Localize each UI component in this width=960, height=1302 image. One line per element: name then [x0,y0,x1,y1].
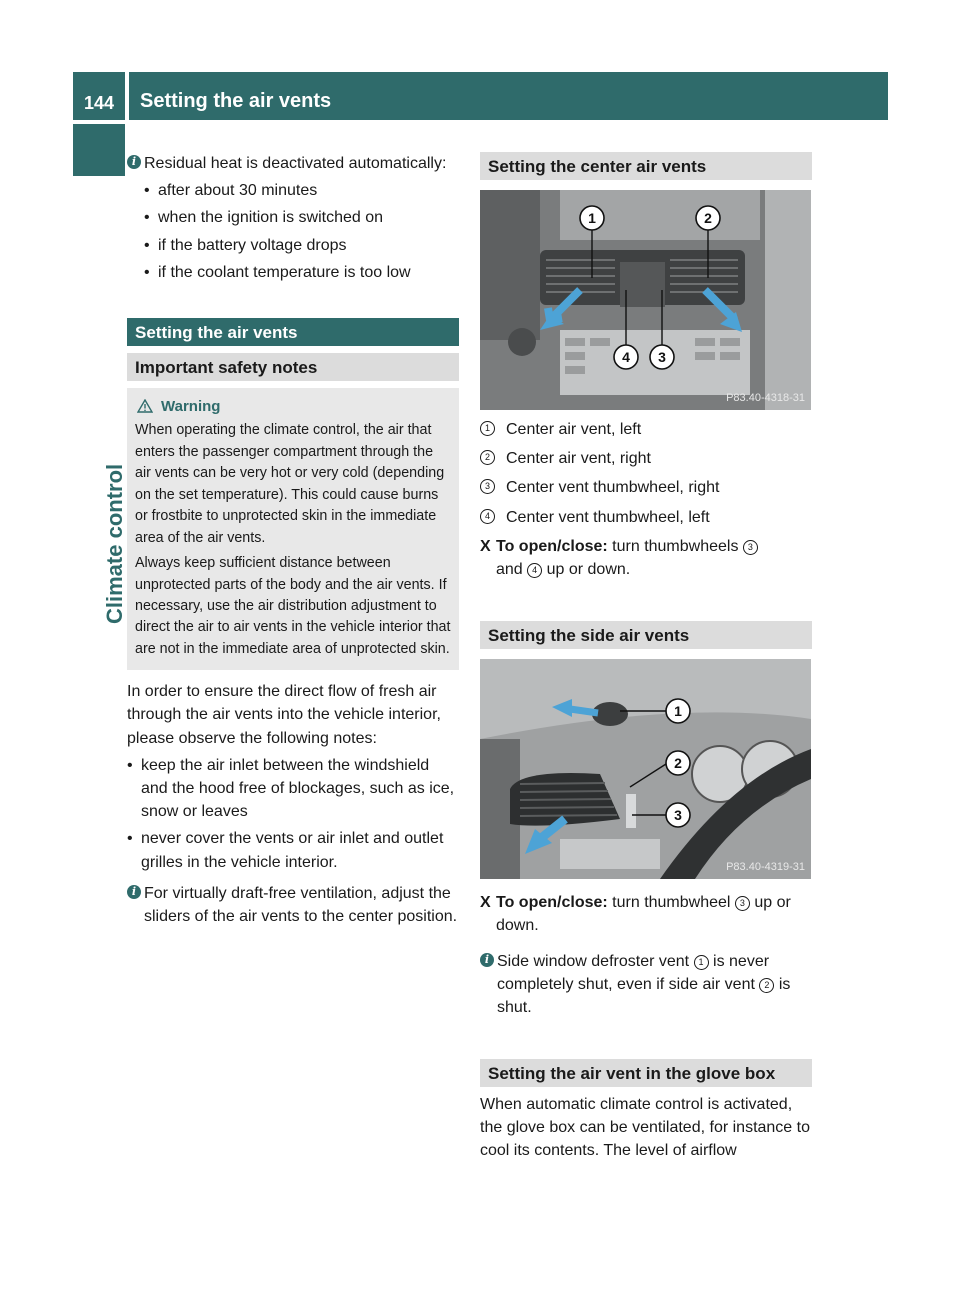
callout-1 [580,206,604,230]
action-text: and [496,560,523,578]
inline-number: 3 [735,896,750,911]
callout-3 [650,345,674,369]
side-chapter-text: Climate control [102,463,127,625]
photo-reference-code: P83.40-4319-31 [726,861,805,874]
legend-number: 2 [480,450,495,465]
subsection-heading: Important safety notes [127,353,459,381]
svg-text:1: 1 [674,703,682,720]
svg-text:4: 4 [622,349,630,365]
legend-text: Center air vent, left [506,421,642,438]
list-item: • keep the air inlet between the windshield and the hood free of blockages, such as ice, snow or leaves [127,754,459,824]
inline-number: 2 [759,978,774,993]
inline-number: 3 [743,540,758,555]
page-title: Setting the air vents [140,90,332,112]
info-side-text [497,950,812,1020]
legend-number: 1 [480,421,495,436]
svg-text:2: 2 [704,210,712,226]
action-arrow-icon: X [480,537,491,555]
list-item: • when the ignition is switched on [144,206,459,229]
legend-text: Center vent thumbwheel, right [506,479,720,497]
inline-number: 4 [527,563,542,578]
list-item: • never cover the vents or air inlet and outlet grilles in the vehicle interior. [127,827,459,873]
action-label: To open/close: [496,894,608,912]
callout-3 [666,803,690,827]
action-text: up or down. [546,560,631,578]
subsection-heading-center: Setting the center air vents [480,152,812,180]
list-item: • after about 30 minutes [144,179,459,202]
info-icon: i [127,885,141,899]
subsection-heading-glovebox: Setting the air vent in the glove box [480,1059,812,1087]
page-number-box [73,72,125,120]
list-item [480,418,812,441]
callout-4 [614,345,638,369]
side-vents-illustration [480,659,811,879]
info-residual-intro: Residual heat is deactivated automatically: [144,155,447,172]
action-text: up or down. [496,894,791,935]
info-draft-free [127,882,459,928]
photo-reference-code: P83.40-4318-31 [726,392,805,405]
center-vents-photo [480,190,811,410]
list-item: • if the battery voltage drops [144,234,459,257]
center-legend-list [480,418,812,529]
action-text: turn thumbwheel [612,894,731,912]
warning-label: Warning [161,397,221,415]
action-text: turn thumbwheels [612,537,739,555]
right-column [480,152,812,1163]
warning-paragraph: When operating the climate control, the air that enters the passenger compartment through the air vents can be very hot or very cold (depending on the set temperature). This could cause burns or frostbite to unprotected skin in the immediate area of the air vents. [135,422,445,546]
action-arrow-icon: X [480,894,491,912]
info-icon: i [480,953,494,967]
side-action-step [480,891,812,937]
fresh-air-intro: In order to ensure the direct flow of fresh air through the air vents into the vehicle interior, please observe the following notes: [127,683,441,747]
callout-2 [696,206,720,230]
callout-2 [666,751,690,775]
svg-text:1: 1 [588,210,596,226]
info-text: is never completely shut, even if side air vent [497,952,770,993]
info-text: is shut. [497,975,791,1016]
list-item [480,447,812,470]
section-heading: Setting the air vents [127,318,459,346]
subsection-heading-side: Setting the side air vents [480,621,812,649]
legend-number: 3 [480,479,495,494]
legend-text: Center air vent, right [506,450,651,468]
info-residual-heat [127,152,459,175]
page-number: 144 [83,92,115,113]
header-bar [129,72,888,120]
action-label: To open/close: [496,537,608,555]
center-vents-illustration [480,190,811,410]
side-chapter-label [73,176,125,656]
callout-1 [666,699,690,723]
list-item [480,506,812,529]
list-item [480,476,812,499]
info-text: Side window defroster vent [497,952,690,970]
warning-box [127,388,459,670]
warning-header [135,396,451,419]
left-column [127,152,459,928]
fresh-air-bullet-list [127,754,459,874]
glovebox-paragraph: When automatic climate control is activated, the glove box can be ventilated, for instance to cool its contents. The level of airflow [480,1096,810,1160]
svg-text:3: 3 [674,807,682,824]
info-icon: i [127,155,141,169]
list-item: • if the coolant temperature is too low [144,261,459,284]
legend-number: 4 [480,509,495,524]
legend-text: Center vent thumbwheel, left [506,508,710,526]
svg-text:2: 2 [674,755,682,772]
warning-triangle-icon [137,399,153,413]
side-tab-box [73,124,125,176]
side-vents-photo [480,659,811,879]
center-action-step [480,535,812,581]
residual-bullet-list [127,179,459,284]
svg-text:3: 3 [658,349,666,365]
inline-number: 1 [694,955,709,970]
warning-paragraph: Always keep sufficient distance between unprotected parts of the body and the air vents. If necessary, use the air distribution adjustment to direct the air to air vents in the vehicle interior that are not in the immediate area of unprotected skin. [135,555,451,657]
info-draft-text: For virtually draft-free ventilation, adjust the sliders of the air vents to the center position. [144,884,458,925]
info-side-defroster [480,950,812,1020]
